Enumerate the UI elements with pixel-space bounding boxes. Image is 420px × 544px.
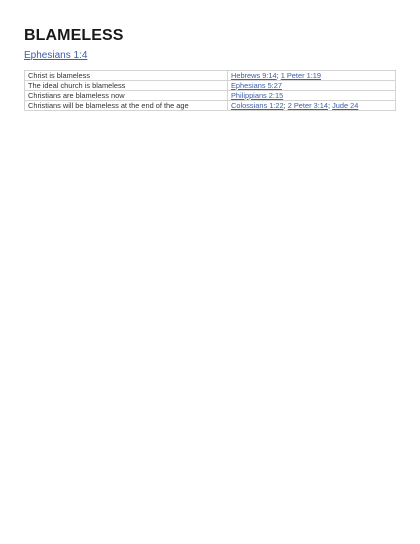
- references-cell: [228, 71, 396, 81]
- table-row: [25, 81, 396, 91]
- verse-link[interactable]: Ephesians 5:27: [231, 81, 282, 90]
- page-content: [24, 27, 396, 111]
- verse-link[interactable]: Jude 24: [332, 101, 359, 110]
- topic-cell: Christians are blameless now: [25, 91, 228, 101]
- main-reference-link[interactable]: Ephesians 1:4: [24, 50, 88, 61]
- verse-link[interactable]: 1 Peter 1:19: [280, 71, 321, 80]
- table-row: [25, 91, 396, 101]
- verse-link[interactable]: Hebrews 9:14: [231, 71, 277, 80]
- table-row: [25, 71, 396, 81]
- table-row: [25, 101, 396, 111]
- references-cell: [228, 81, 396, 91]
- verse-link[interactable]: Philippians 2:15: [231, 91, 284, 100]
- verse-link[interactable]: 2 Peter 3:14: [287, 101, 328, 110]
- separator: ;: [327, 101, 333, 110]
- topic-cell: The ideal church is blameless: [25, 81, 228, 91]
- references-cell: [228, 91, 396, 101]
- verse-link[interactable]: Colossians 1:22: [231, 101, 284, 110]
- topic-cell: Christ is blameless: [25, 71, 228, 81]
- topic-cell: Christians will be blameless at the end of the age: [25, 101, 228, 111]
- page-title: BLAMELESS: [24, 27, 124, 44]
- topics-table: [24, 70, 396, 111]
- separator: ;: [283, 101, 288, 110]
- references-cell: [228, 101, 396, 111]
- separator: ;: [276, 71, 281, 80]
